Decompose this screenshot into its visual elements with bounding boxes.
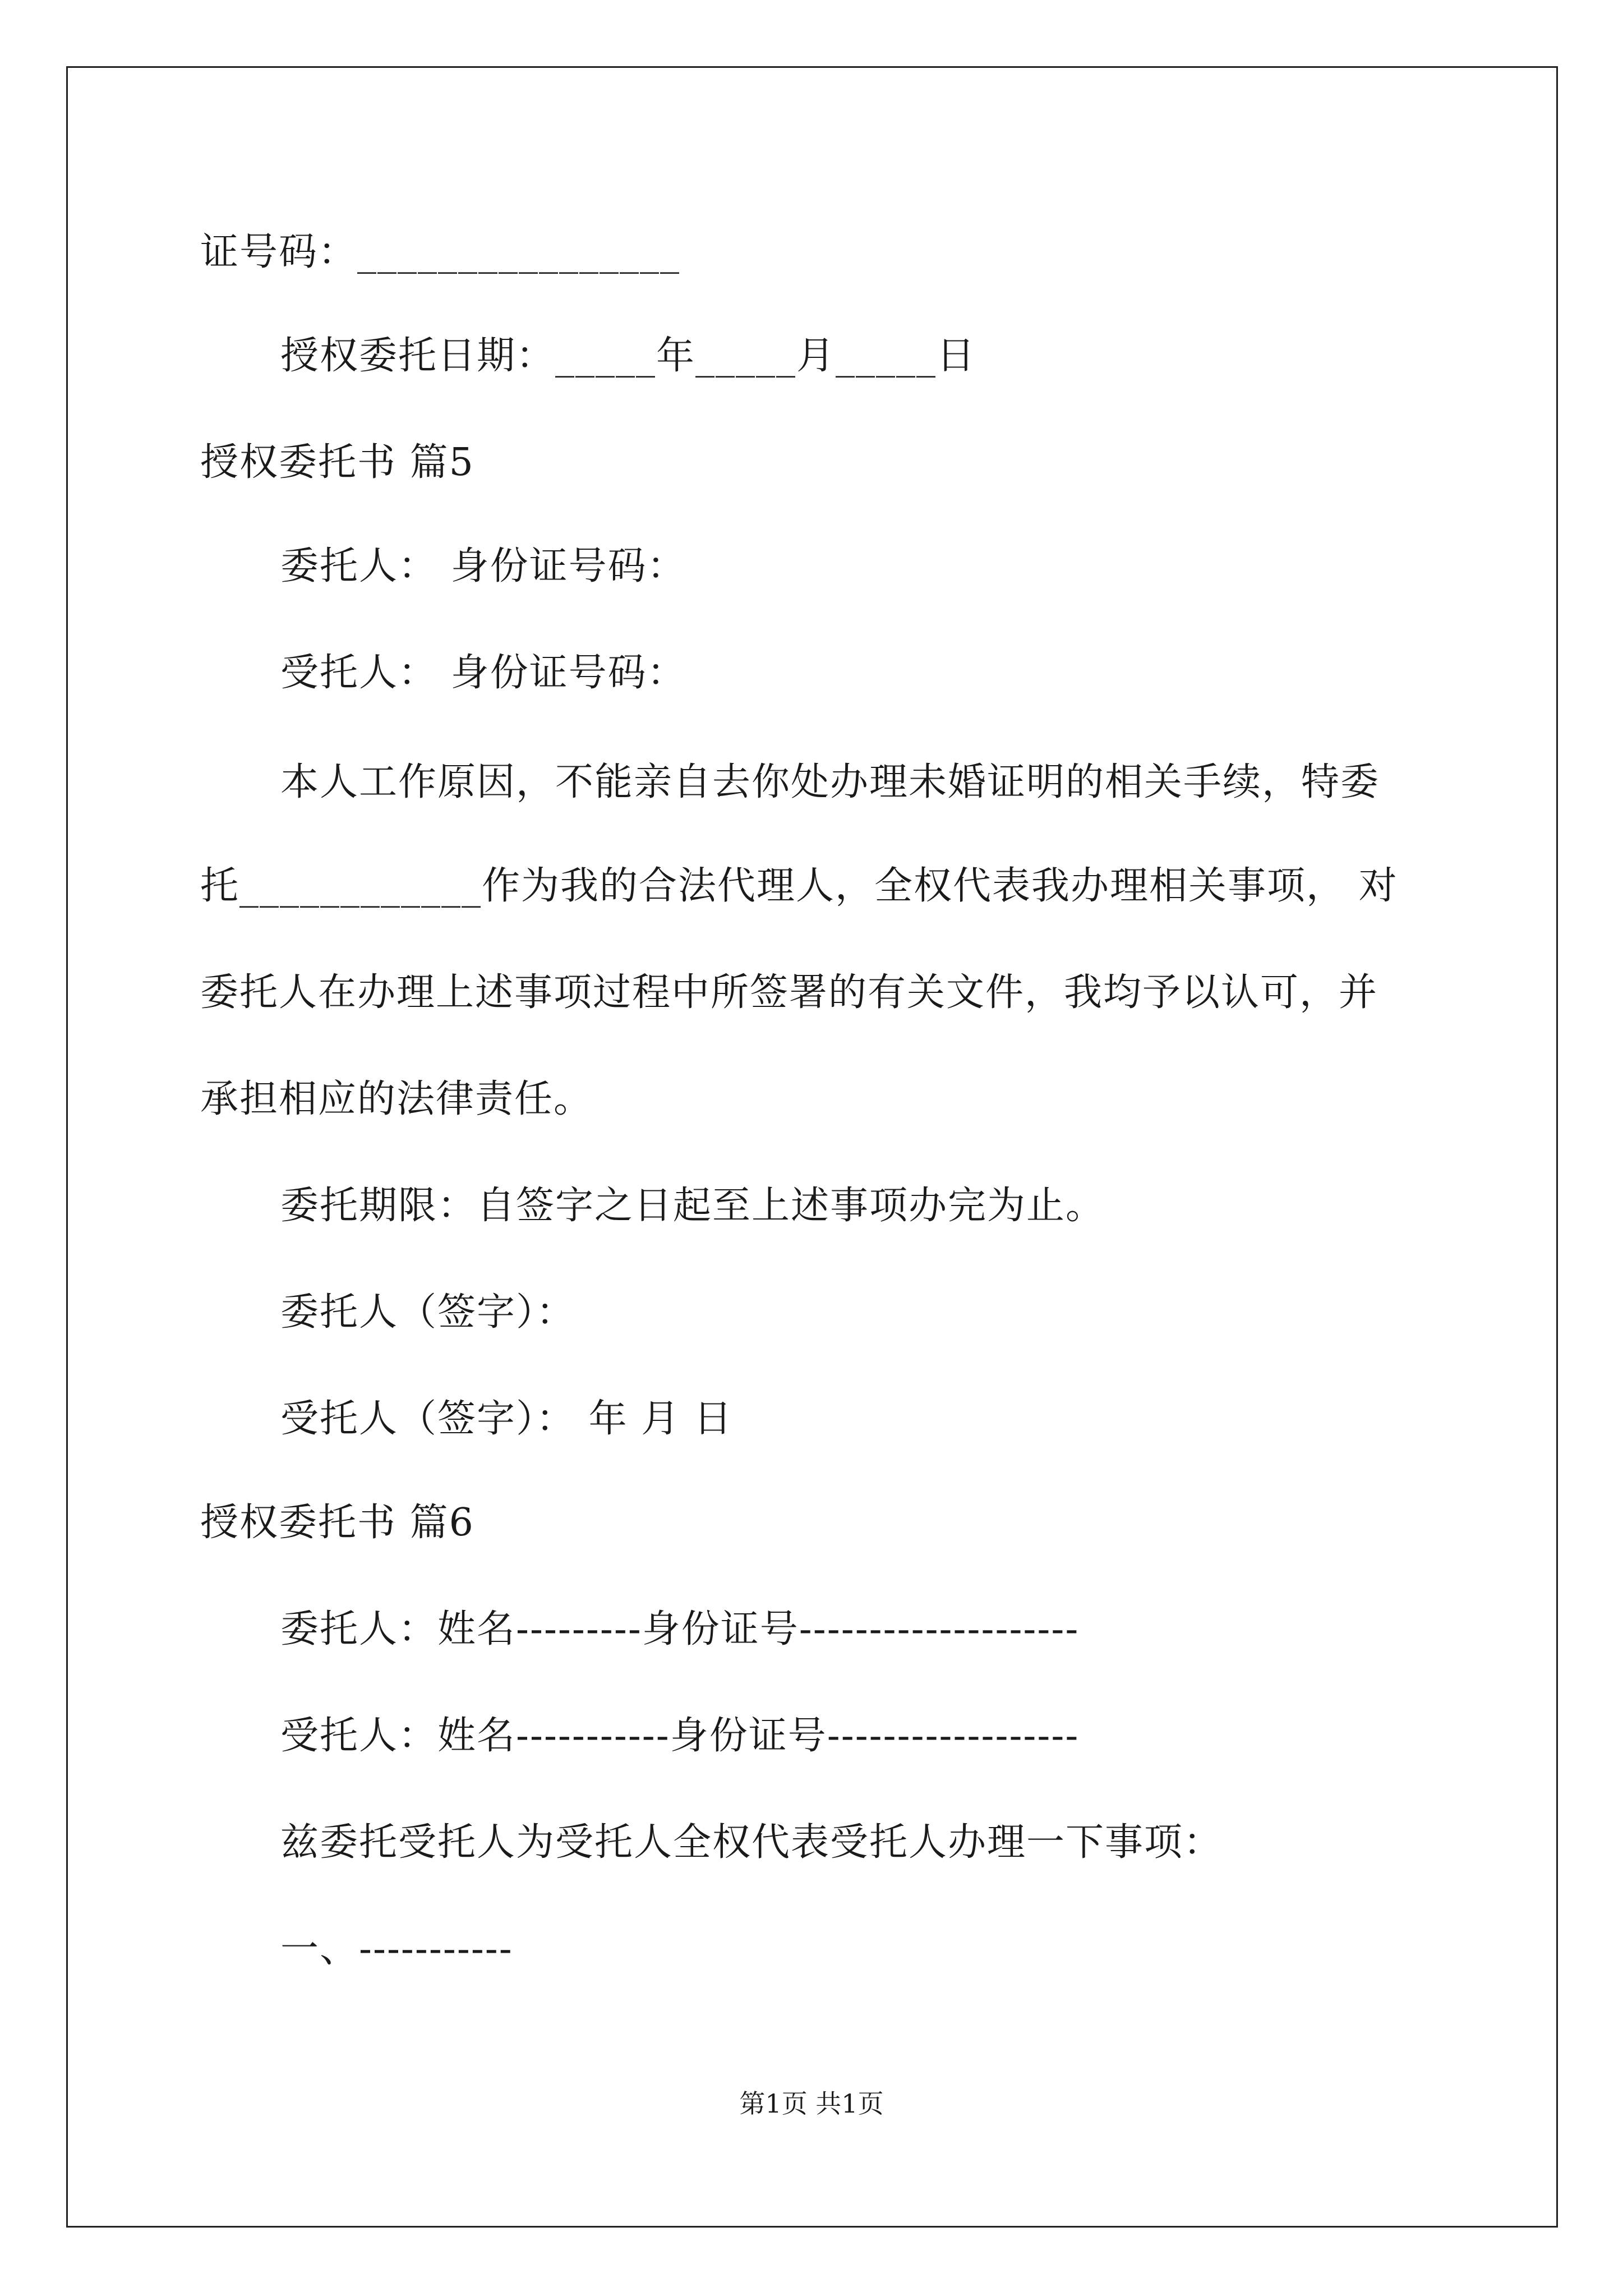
agent-signature-line: 受托人（签字）： 年 月 日 xyxy=(280,1397,733,1441)
section-heading-6: 授权委托书 篇6 xyxy=(200,1501,474,1545)
page-border xyxy=(66,66,1558,2228)
entrust-statement-line: 兹委托受托人为受托人全权代表受托人办理一下事项： xyxy=(280,1820,1223,1865)
page-footer: 第1页 共1页 xyxy=(739,2088,884,2119)
term-line: 委托期限：自签字之日起至上述事项办完为止。 xyxy=(280,1184,1105,1228)
section-heading-5: 授权委托书 篇5 xyxy=(200,440,474,485)
agent-name-id-line: 受托人：姓名-----------身份证号------------------ xyxy=(280,1714,1080,1758)
principal-name-id-line: 委托人：姓名---------身份证号-------------------- xyxy=(280,1607,1080,1651)
paragraph-line-2: 托____________作为我的合法代理人，全权代表我办理相关事项， 对 xyxy=(200,864,1398,908)
authorization-date-line: 授权委托日期：_____年_____月_____日 xyxy=(280,334,976,378)
paragraph-line-3: 委托人在办理上述事项过程中所签署的有关文件，我均予以认可，并 xyxy=(200,970,1378,1015)
principal-signature-line: 委托人（签字）： xyxy=(280,1290,576,1335)
principal-line: 委托人： 身份证号码： xyxy=(280,544,686,588)
paragraph-line-1 xyxy=(280,757,1426,808)
id-number-line: 证号码：________________ xyxy=(200,230,681,274)
item-one-line: 一、----------- xyxy=(280,1927,513,1971)
paragraph-line-1-text: 本人工作原因，不能亲自去你处办理未婚证明的相关手续，特委 xyxy=(280,760,1380,804)
paragraph-line-4: 承担相应的法律责任。 xyxy=(200,1077,593,1121)
agent-line: 受托人： 身份证号码： xyxy=(280,651,686,695)
